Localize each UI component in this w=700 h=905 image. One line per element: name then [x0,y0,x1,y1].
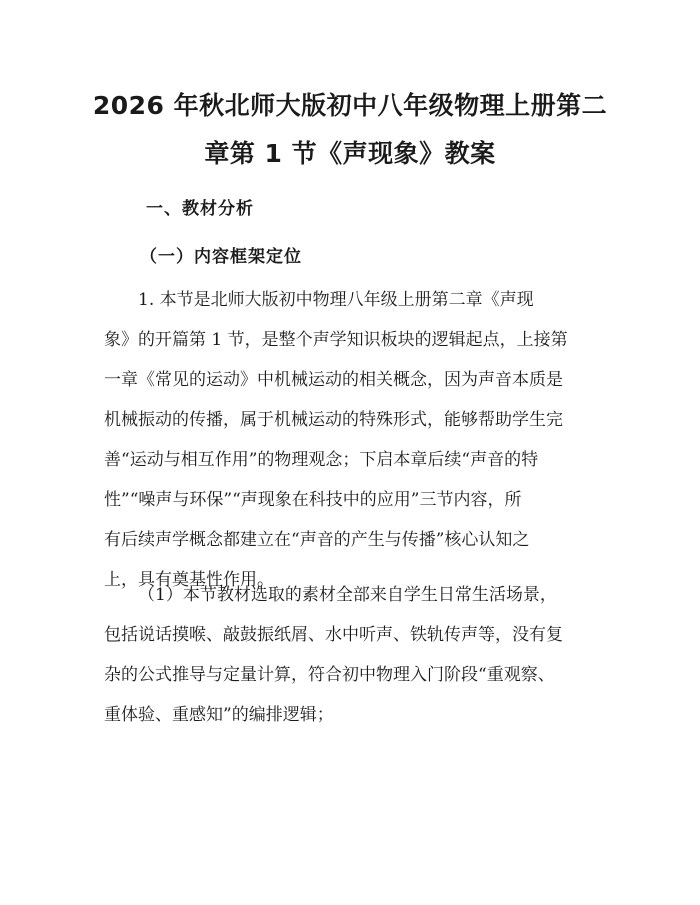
paragraph-1-line: 性”“噪声与环保”“声现象在科技中的应用”三节内容，所 [104,490,522,510]
paragraph-1-line: 善“运动与相互作用”的物理观念；下启本章后续“声音的特 [104,450,539,470]
subsection-heading: （一）内容框架定位 [140,247,302,267]
paragraph-2 [104,585,598,745]
paragraph-2-line: 重体验、重感知”的编排逻辑； [104,705,334,725]
paragraph-2-line: （1）本节教材选取的素材全部来自学生日常生活场景， [138,585,557,605]
paragraph-1-line: 有后续声学概念都建立在“声音的产生与传播”核心认知之 [104,530,530,550]
paragraph-1-line: 象》的开篇第 1 节，是整个声学知识板块的逻辑起点，上接第 [104,330,568,350]
paragraph-2-line: 杂的公式推导与定量计算，符合初中物理入门阶段“重观察、 [104,665,555,685]
document-title-line-1: 2026 年秋北师大版初中八年级物理上册第二 [92,91,608,120]
section-heading: 一、教材分析 [146,199,254,219]
paragraph-1-line: 上，具有奠基性作用。 [104,570,274,590]
paragraph-1-line: 一章《常见的运动》中机械运动的相关概念，因为声音本质是 [104,370,563,390]
paragraph-1-line: 机械振动的传播，属于机械运动的特殊形式，能够帮助学生完 [104,410,563,430]
paragraph-2-line: 包括说话摸喉、敲鼓振纸屑、水中听声、铁轨传声等，没有复 [104,625,563,645]
paragraph-1 [104,290,598,610]
document-title-line-2: 章第 1 节《声现象》教案 [204,139,496,168]
paragraph-1-line: 1. 本节是北师大版初中物理八年级上册第二章《声现 [138,290,534,310]
